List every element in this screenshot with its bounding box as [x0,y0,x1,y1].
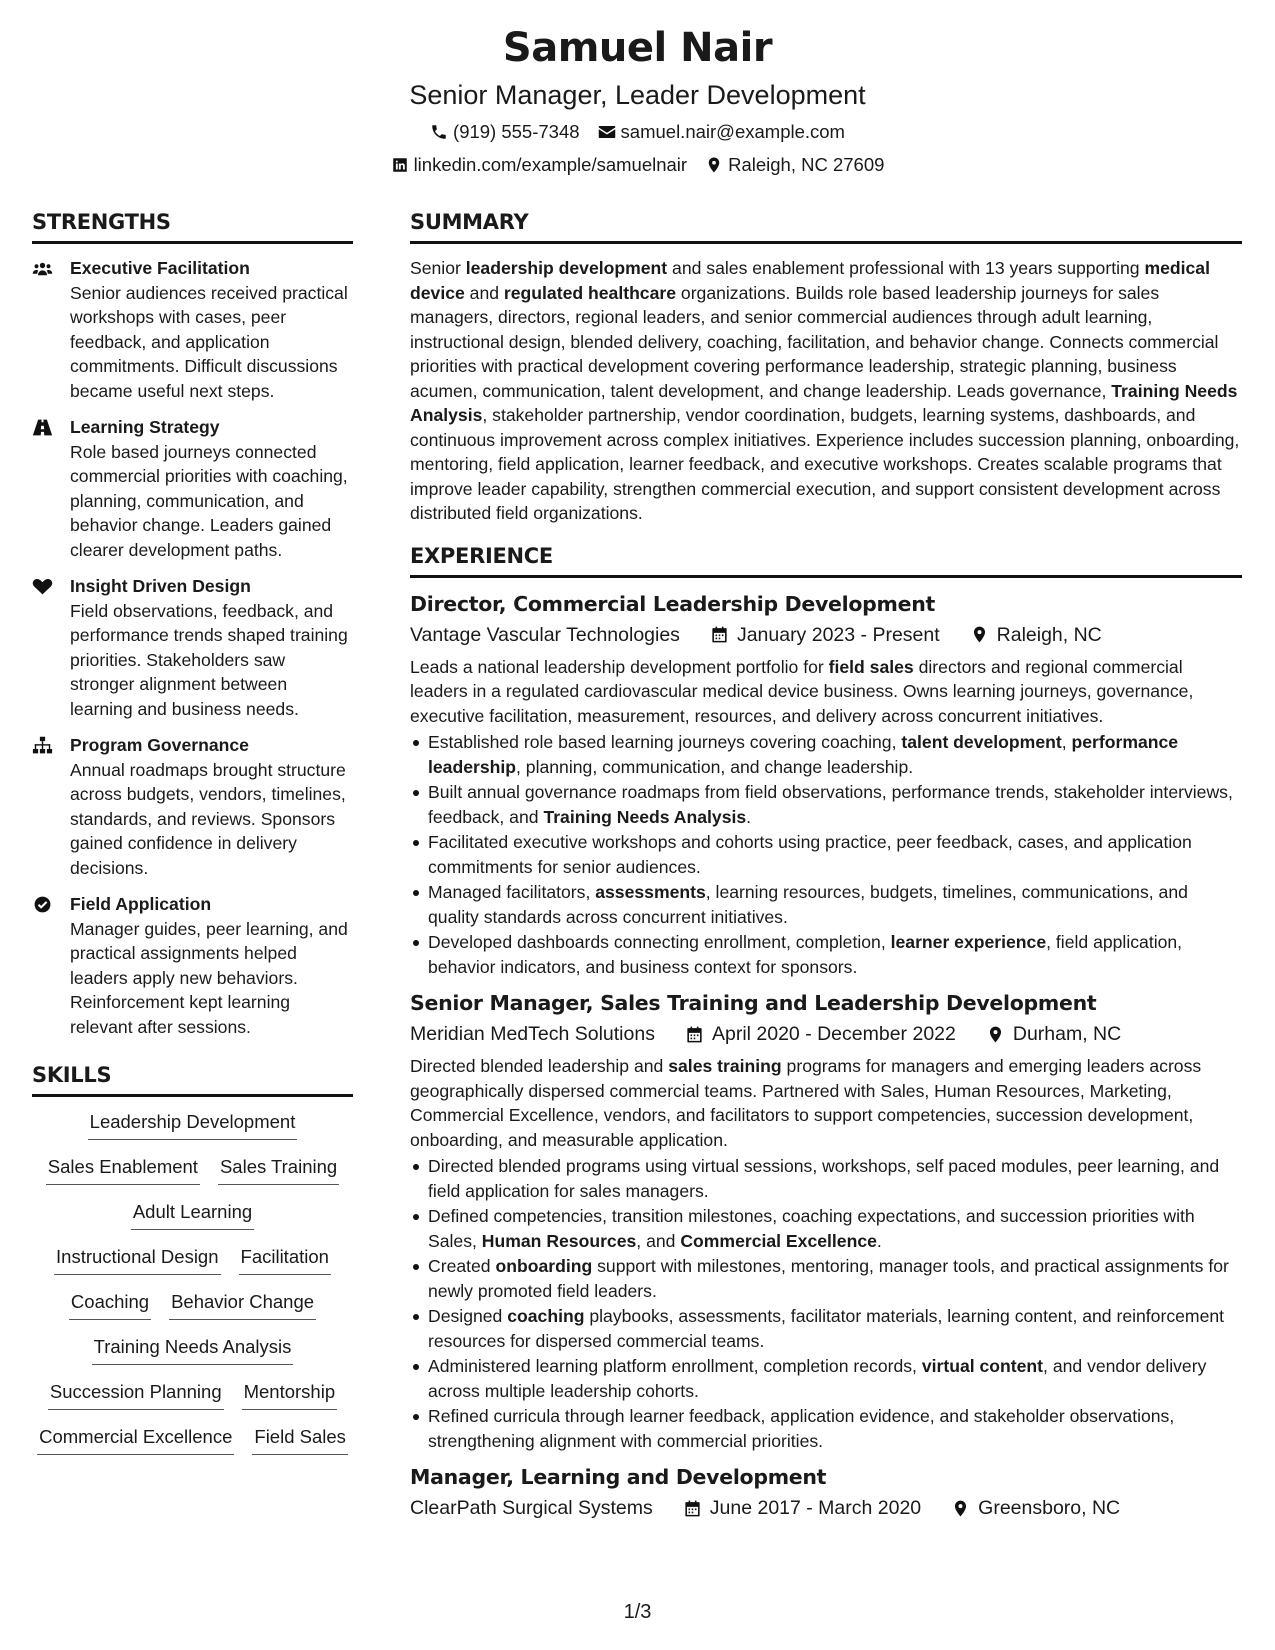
left-column [32,208,353,1469]
bullet-item: Developed dashboards connecting enrollment, completion, learner experience, field application, behavior indicators, and business context for sponsors. [428,930,1242,979]
email-contact[interactable] [598,120,845,144]
skill-tag: Coaching [69,1289,151,1320]
skill-tag: Adult Learning [131,1199,254,1230]
strength-text: Role based journeys connected commercial priorities with coaching, planning, communication, and behavior change. Leaders gained clearer development paths. [70,441,348,560]
bullet-item: Facilitated executive workshops and cohorts using practice, peer feedback, cases, and application commitments for senior audiences. [428,830,1242,879]
job-meta [410,1494,1242,1522]
company-name: Meridian MedTech Solutions [410,1023,655,1045]
skill-row [32,1379,353,1424]
strength-item [32,892,353,1039]
job-title: Director, Commercial Leadership Development [410,591,936,616]
calendar-icon [710,625,729,644]
calendar-icon [685,1025,704,1044]
linkedin-url[interactable]: linkedin.com/example/samuelnair [413,154,688,175]
job-dates: June 2017 - March 2020 [709,1497,922,1519]
emphasis-text: performance leadership [428,732,1179,777]
right-column [410,208,1242,1532]
linkedin-icon [391,156,409,174]
job-description: Leads a national leadership development portfolio for field sales directors and regional commercial leaders in a regulated cardiovascular medical device business. Owns learning journeys, governance, executive facilitation, measurement, resources, and delivery across concurrent initiatives. [410,656,1194,726]
strength-item [32,574,353,721]
emphasis-text: leadership development [465,258,668,278]
job-title: Senior Manager, Sales Training and Leadership Development [410,991,1097,1015]
emphasis-text: assessments [595,882,706,902]
job-dates: April 2020 - December 2022 [711,1023,956,1045]
emphasis-text: coaching [507,1306,585,1326]
job-bullets [410,1154,1242,1453]
skill-tag: Leadership Development [88,1109,298,1140]
skill-row [32,1334,353,1379]
emphasis-text: virtual content [921,1356,1044,1376]
phone-number: (919) 555-7348 [453,121,580,142]
company-name: ClearPath Surgical Systems [410,1497,653,1519]
skill-tag: Commercial Excellence [37,1424,234,1455]
emphasis-text: onboarding [495,1256,593,1276]
strength-title: Program Governance [70,735,249,755]
envelope-icon [598,123,616,141]
contact-row-1 [0,120,1275,144]
phone-icon [430,123,448,141]
skill-row [32,1154,353,1199]
strength-text: Manager guides, peer learning, and practical assignments helped leaders apply new behaviors. Reinforcement kept learning relevant after sessions. [70,918,348,1037]
job-entry [410,1463,1242,1522]
email-address[interactable]: samuel.nair@example.com [620,121,845,142]
heart-icon [32,577,53,596]
skill-tag: Field Sales [252,1424,348,1455]
strengths-list [32,256,353,1039]
sitemap-icon [32,736,53,755]
experience-heading: EXPERIENCE [410,542,1242,578]
emphasis-text: field sales [828,656,914,677]
strength-text: Senior audiences received practical workshops with cases, peer feedback, and application commitments. Difficult discussions became useful next steps. [70,282,348,401]
emphasis-text: sales training [668,1056,782,1076]
job-location: Raleigh, NC [996,623,1102,646]
emphasis-text: talent development [901,732,1062,752]
emphasis-text: Training Needs Analysis [410,380,1238,425]
location-text: Raleigh, NC 27609 [728,154,885,175]
skill-tag: Instructional Design [54,1244,220,1275]
job-description: Directed blended leadership and sales training programs for managers and emerging leaders across geographically dispersed commercial teams. Partnered with Sales, Human Resources, Marketing, Commercial Excellence, vendors, and facilitators to support competencies, succession development, onboarding, and measurable application. [410,1056,1202,1150]
skill-tag: Training Needs Analysis [92,1334,294,1365]
skill-row [32,1289,353,1334]
job-bullets [410,730,1242,979]
check-circle-icon [32,895,53,914]
summary-text: Senior leadership development and sales enablement professional with 13 years supporting medical device and regulated healthcare organizations. Builds role based leadership journeys for sales managers, directors, regional leaders, and senior commercial audiences through adult learning, instructional design, blended delivery, coaching, facilitation, and behavior change. Connects commercial priorities with practical development covering performance leadership, strategic planning, business acumen, communication, talent development, and change leadership. Leads governance, Training Needs Analysis, stakeholder partnership, vendor coordination, budgets, learning systems, dashboards, and continuous improvement across complex initiatives. Experience includes succession planning, onboarding, mentoring, field application, learner feedback, and executive workshops. Creates scalable programs that improve leader capability, strengthen commercial execution, and support consistent development across distributed field organizations. [410,258,1240,523]
bullet-item: Designed coaching playbooks, assessments, facilitator materials, learning content, and reinforcement resources for dispersed commercial teams. [428,1304,1242,1353]
job-meta [410,621,1242,649]
map-pin-icon [705,156,723,174]
map-pin-icon [951,1499,970,1518]
job-dates: January 2023 - Present [736,623,940,646]
strength-text: Annual roadmaps brought structure across budgets, vendors, timelines, standards, and reviews. Sponsors gained confidence in delivery decisions. [70,759,346,878]
candidate-title: Senior Manager, Leader Development [409,80,866,110]
skill-row [32,1199,353,1244]
skills-heading: SKILLS [32,1061,353,1097]
job-entry [410,989,1242,1453]
skill-row [32,1244,353,1289]
bullet-item: Managed facilitators, assessments, learning resources, budgets, timelines, communications, and quality standards across concurrent initiatives. [428,880,1242,929]
bullet-item: Created onboarding support with milestones, mentoring, manager tools, and practical assignments for newly promoted field leaders. [428,1254,1242,1303]
skills-list [32,1109,353,1469]
skill-tag: Facilitation [239,1244,331,1275]
bullet-item: Administered learning platform enrollment, completion records, virtual content, and vendor delivery across multiple leadership cohorts. [428,1354,1242,1403]
phone-contact [430,120,580,144]
candidate-name: Samuel Nair [502,25,773,71]
map-pin-icon [986,1025,1005,1044]
summary-heading: SUMMARY [410,208,1242,244]
skill-tag: Sales Enablement [46,1154,200,1185]
map-pin-icon [970,625,989,644]
bullet-item: Refined curricula through learner feedback, application evidence, and stakeholder observations, strengthening alignment with commercial priorities. [428,1404,1242,1453]
emphasis-text: regulated healthcare [503,282,677,303]
skill-tag: Mentorship [242,1379,338,1410]
company-name: Vantage Vascular Technologies [410,623,680,646]
strength-title: Executive Facilitation [70,258,250,278]
strength-title: Insight Driven Design [70,576,251,596]
skill-row [32,1424,353,1469]
job-location: Greensboro, NC [978,1497,1121,1519]
strength-title: Learning Strategy [70,417,220,437]
emphasis-text: medical device [410,258,1210,303]
emphasis-text: Commercial Excellence [680,1230,877,1251]
users-icon [32,259,53,278]
contact-row-2 [0,153,1275,177]
location-contact [705,153,884,177]
job-entry [410,590,1242,980]
skill-tag: Succession Planning [48,1379,224,1410]
job-meta [410,1020,1242,1048]
bullet-item: Directed blended programs using virtual sessions, workshops, self paced modules, peer learning, and field application for sales managers. [428,1154,1242,1203]
page-number: 1/3 [623,1601,652,1623]
bullet-item: Defined competencies, transition milestones, coaching expectations, and succession priorities with Sales, Human Resources, and Commercial Excellence. [428,1204,1242,1253]
job-location: Durham, NC [1012,1023,1122,1045]
skill-tag: Behavior Change [169,1289,316,1320]
linkedin-contact[interactable] [391,153,688,177]
strengths-heading: STRENGTHS [32,208,353,244]
strength-item [32,733,353,880]
emphasis-text: learner experience [890,932,1047,952]
calendar-icon [683,1499,702,1518]
road-icon [32,418,53,437]
strength-text: Field observations, feedback, and performance trends shaped training priorities. Stakeholders saw stronger alignment between learning and business needs. [70,600,348,719]
emphasis-text: Training Needs Analysis [543,806,747,827]
job-title: Manager, Learning and Development [410,1465,827,1489]
resume-header [0,22,1275,177]
bullet-item: Established role based learning journeys covering coaching, talent development, performance leadership, planning, communication, and change leadership. [428,730,1242,779]
emphasis-text: Human Resources [481,1230,637,1251]
strength-item [32,415,353,562]
skill-row [32,1109,353,1154]
strength-item [32,256,353,403]
bullet-item: Built annual governance roadmaps from field observations, performance trends, stakeholder interviews, feedback, and Training Needs Analysis. [428,780,1242,829]
skill-tag: Sales Training [218,1154,339,1185]
strength-title: Field Application [70,894,212,914]
